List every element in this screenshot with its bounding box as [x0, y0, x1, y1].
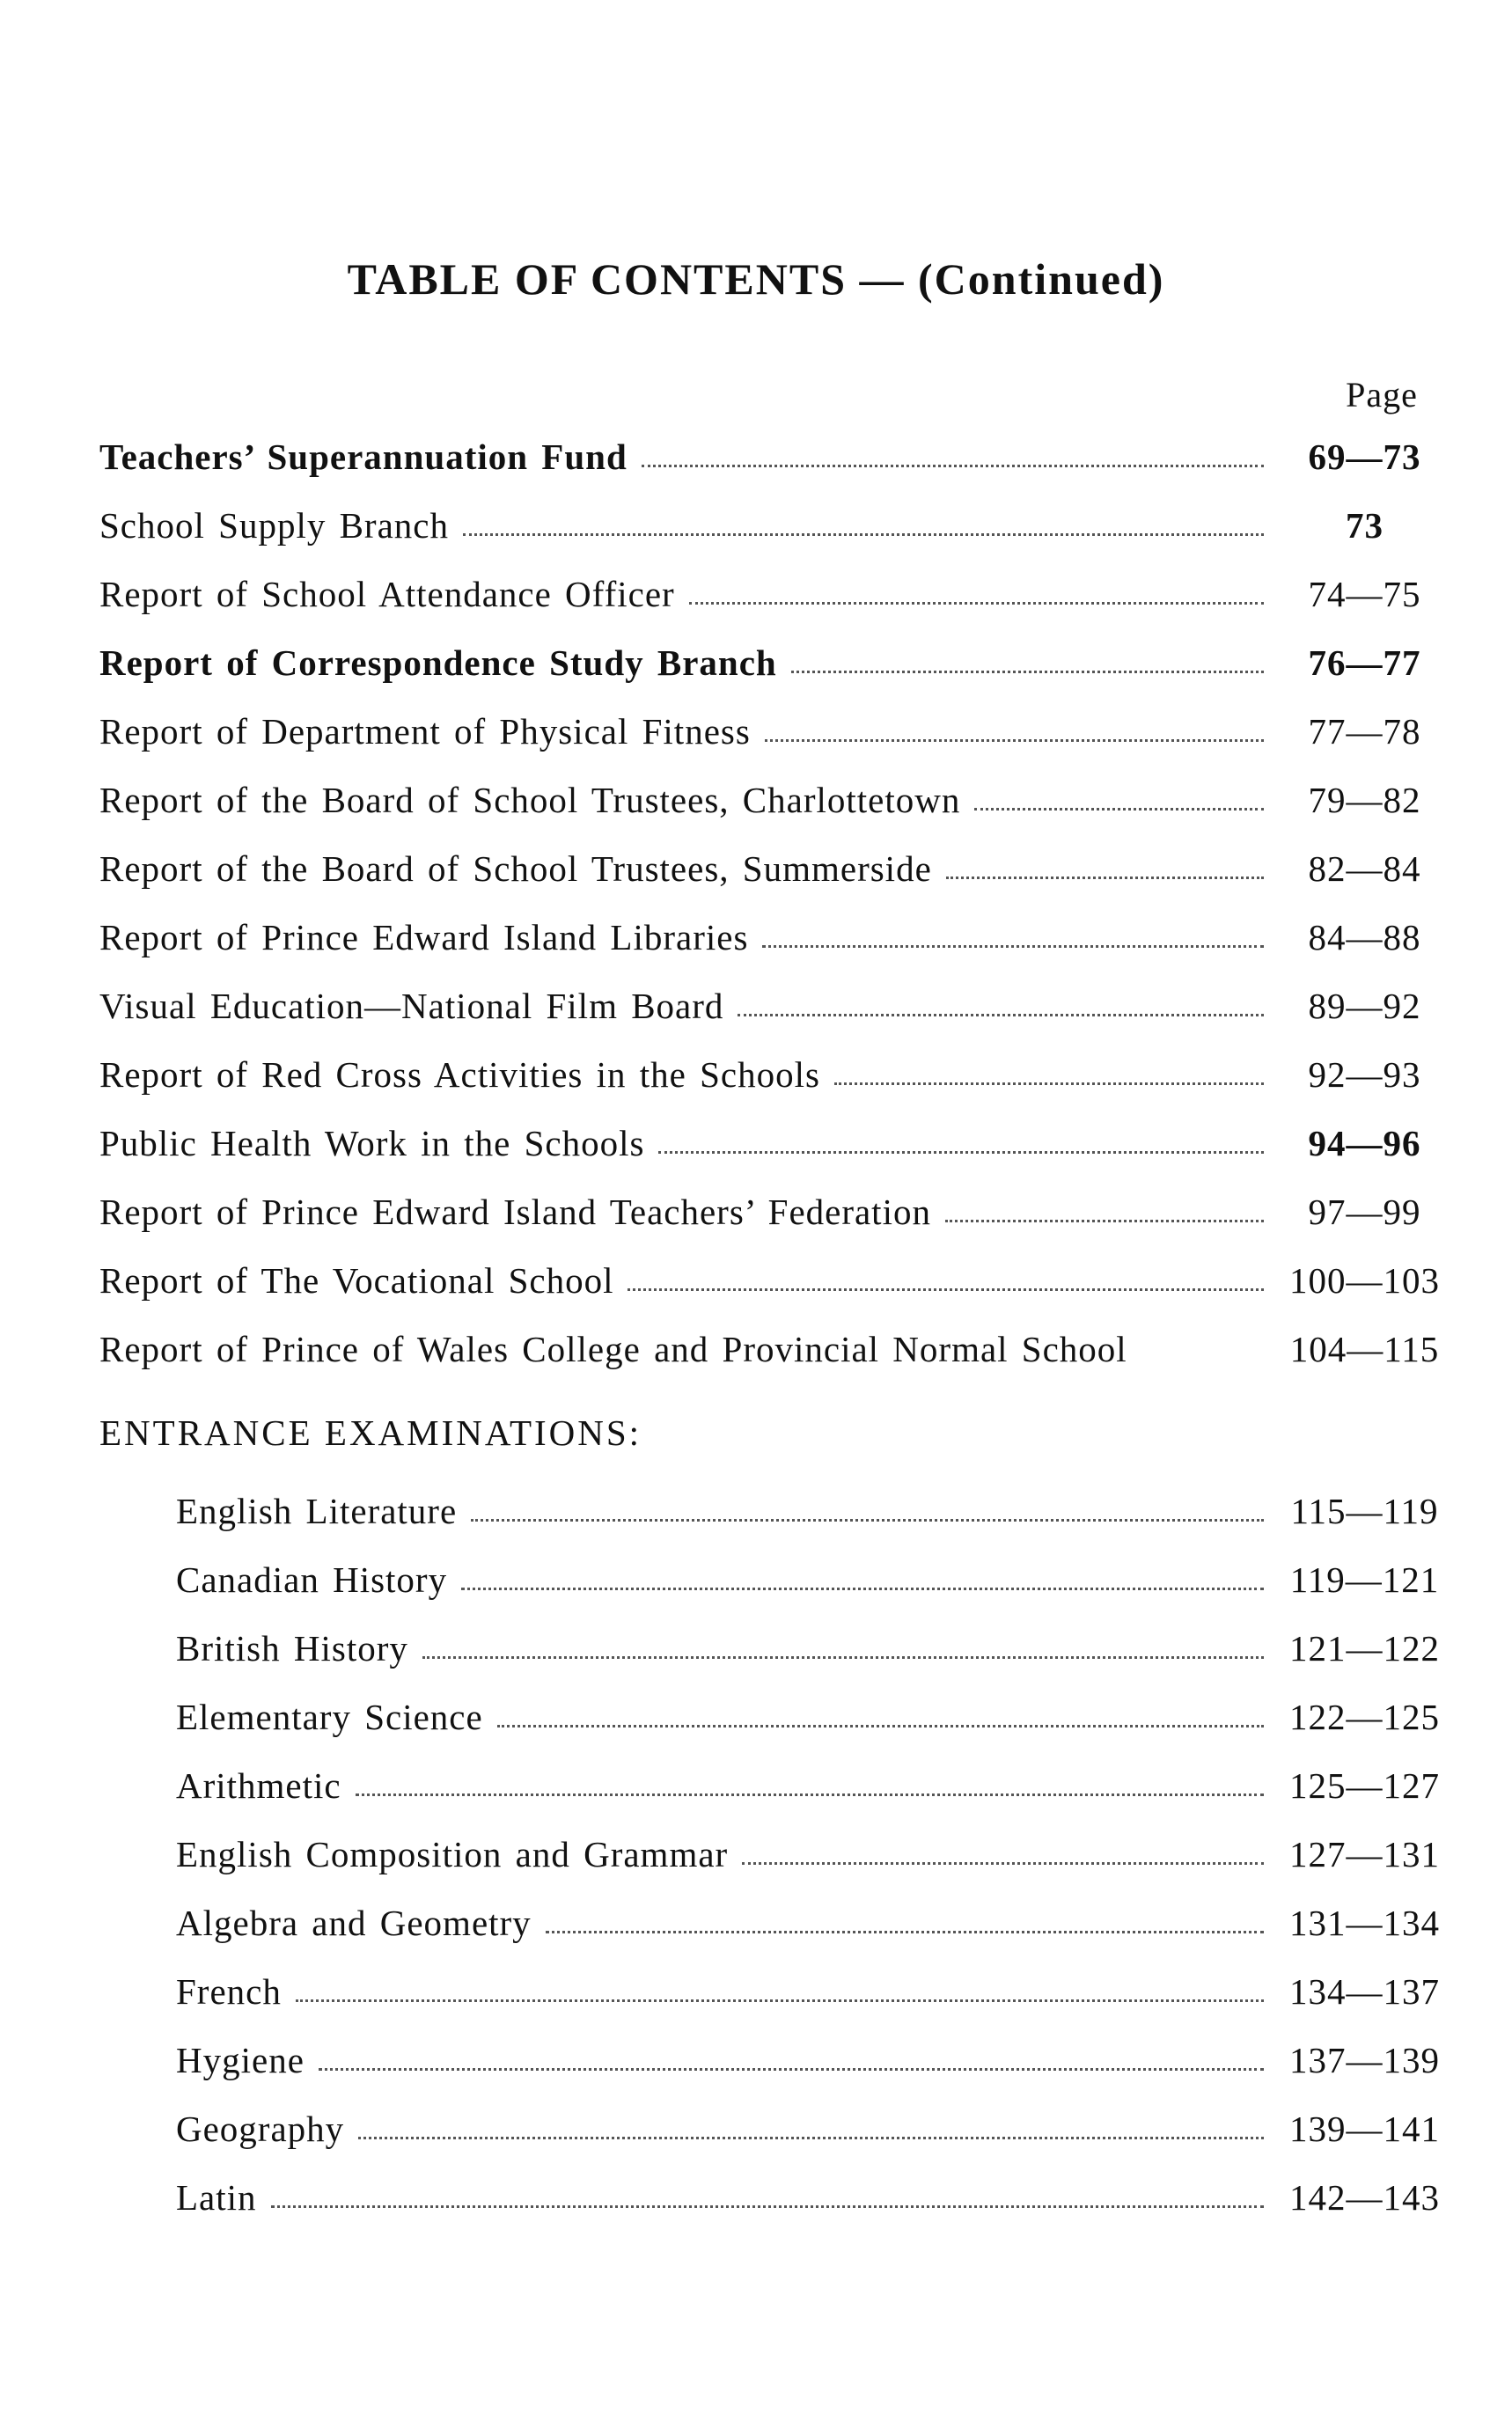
- dot-leader: [471, 1518, 1264, 1522]
- exam-entry: [176, 2039, 1446, 2092]
- toc-entry-title: Report of Department of Physical Fitness: [99, 711, 751, 752]
- dot-leader: [358, 2136, 1264, 2139]
- toc-entry-page: 73: [1346, 505, 1384, 546]
- toc-entry-page: 76—77: [1308, 642, 1421, 683]
- exam-entry-page: 131—134: [1289, 1903, 1440, 1943]
- exam-entry-title: Geography: [176, 2109, 345, 2149]
- toc-entry-page: 94—96: [1308, 1123, 1421, 1163]
- toc-entry-title: Report of Correspondence Study Branch: [99, 642, 777, 683]
- exam-entry-title: British History: [176, 1628, 408, 1669]
- toc-entry-page: 74—75: [1308, 574, 1421, 614]
- toc-entry-page: 69—73: [1308, 436, 1421, 477]
- exam-entry-title: Latin: [176, 2177, 257, 2218]
- exam-entry-page: 139—141: [1289, 2109, 1440, 2149]
- exam-entry: [176, 2176, 1446, 2229]
- toc-entry-title: Visual Education—National Film Board: [99, 986, 724, 1026]
- exam-entry-title: French: [176, 1971, 282, 2012]
- toc-entry-title: Teachers’ Superannuation Fund: [99, 436, 628, 477]
- toc-entry-title: Report of School Attendance Officer: [99, 574, 675, 614]
- dot-leader: [356, 1793, 1264, 1796]
- exam-entry-title: Algebra and Geometry: [176, 1903, 532, 1943]
- exam-entry: [176, 1627, 1446, 1680]
- exam-entry-title: Hygiene: [176, 2040, 305, 2080]
- exam-entry: [176, 1696, 1446, 1749]
- exam-entry-page: 115—119: [1290, 1491, 1439, 1531]
- dot-leader: [461, 1587, 1264, 1590]
- exam-entry: [176, 1559, 1446, 1611]
- toc-entry-title: Report of Red Cross Activities in the Schools: [99, 1054, 820, 1095]
- exam-entry-page: 122—125: [1289, 1697, 1440, 1737]
- page-title: TABLE OF CONTENTS — (Continued): [347, 254, 1165, 304]
- toc-entry-page: 82—84: [1308, 848, 1421, 889]
- exam-entry: [176, 1970, 1446, 2023]
- dot-leader: [296, 1999, 1264, 2002]
- exam-entry-page: 142—143: [1289, 2177, 1440, 2218]
- exam-entry: [176, 1764, 1446, 1817]
- dot-leader: [742, 1861, 1264, 1865]
- dot-leader: [271, 2204, 1264, 2208]
- toc-entry-title: Report of Prince Edward Island Libraries: [99, 917, 749, 957]
- exam-entry-page: 137—139: [1289, 2040, 1440, 2080]
- exam-entry-title: Arithmetic: [176, 1765, 341, 1806]
- exam-entry-title: Canadian History: [176, 1559, 448, 1600]
- toc-entry-page: 100—103: [1289, 1260, 1440, 1301]
- toc-entry-title: School Supply Branch: [99, 505, 449, 546]
- toc-entry-page: 92—93: [1308, 1054, 1421, 1095]
- toc-entry-title: Public Health Work in the Schools: [99, 1123, 645, 1163]
- toc-entry-title: Report of Prince of Wales College and Provincial Normal School: [99, 1329, 1127, 1369]
- exam-entry: [176, 1490, 1446, 1543]
- exam-entry: [176, 1833, 1446, 1886]
- page-column-header: Page: [1346, 375, 1418, 414]
- dot-leader: [319, 2067, 1264, 2071]
- exam-entry-page: 134—137: [1289, 1971, 1440, 2012]
- section-heading-entrance-examinations: ENTRANCE EXAMINATIONS:: [99, 1412, 642, 1453]
- dot-leader: [422, 1655, 1264, 1659]
- toc-entry-page: 77—78: [1308, 711, 1421, 752]
- toc-entry-title: Report of the Board of School Trustees, Charlottetown: [99, 780, 961, 820]
- toc-entry-title: Report of the Board of School Trustees, Summerside: [99, 848, 932, 889]
- exam-entry-page: 127—131: [1289, 1834, 1440, 1874]
- exam-entry-title: Elementary Science: [176, 1697, 483, 1737]
- toc-entry-page: 89—92: [1308, 986, 1421, 1026]
- dot-leader: [497, 1724, 1264, 1727]
- dot-leader: [546, 1930, 1264, 1933]
- toc-entry-page: 79—82: [1308, 780, 1421, 820]
- toc-entry-title: Report of Prince Edward Island Teachers’ Federation: [99, 1192, 931, 1232]
- toc-entry-page: 84—88: [1308, 917, 1421, 957]
- toc-entry-title: Report of The Vocational School: [99, 1260, 614, 1301]
- exam-entry: [176, 1902, 1446, 1955]
- exam-entry-page: 121—122: [1289, 1628, 1440, 1669]
- toc-entry-page: 97—99: [1308, 1192, 1421, 1232]
- exam-entry: [176, 2108, 1446, 2160]
- exam-entry-title: English Literature: [176, 1491, 458, 1531]
- exam-entry-page: 125—127: [1289, 1765, 1440, 1806]
- toc-entry-page: 104—115: [1289, 1329, 1440, 1369]
- exam-entry-page: 119—121: [1289, 1559, 1440, 1600]
- exam-entry-title: English Composition and Grammar: [176, 1834, 729, 1874]
